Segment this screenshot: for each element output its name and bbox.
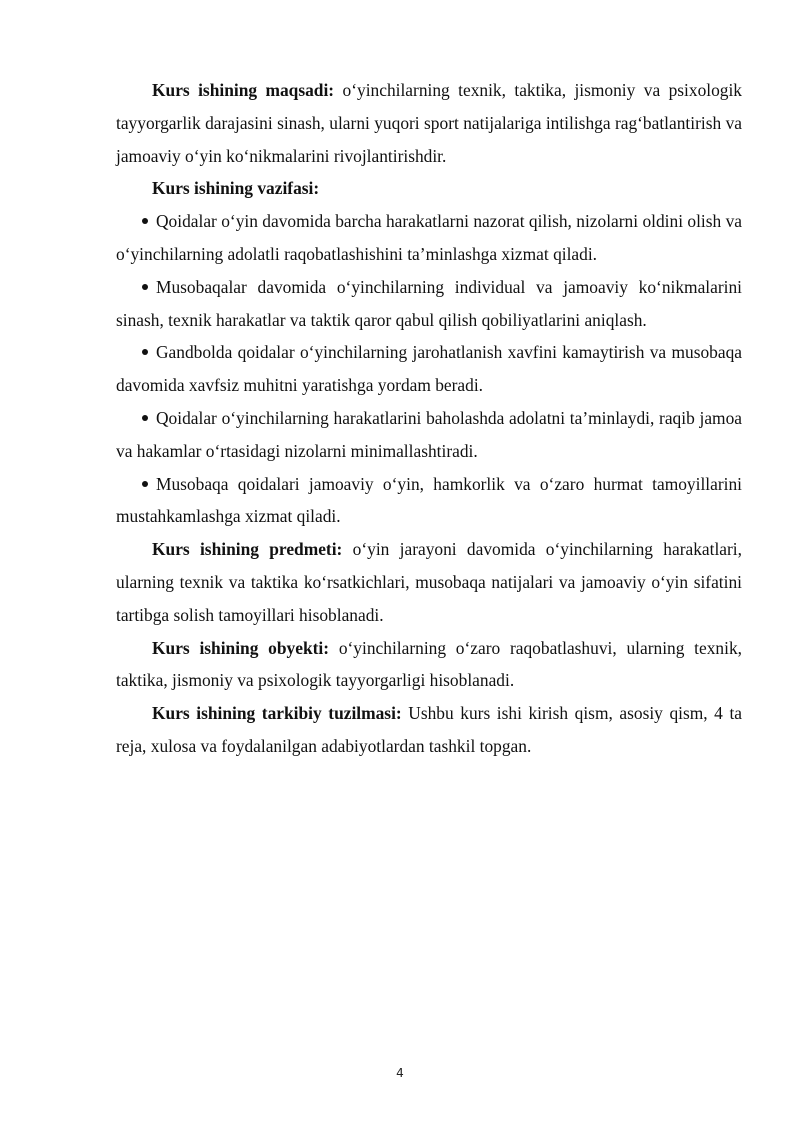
object-label: Kurs ishining obyekti: bbox=[152, 637, 330, 658]
subject-text: o‘yin jarayoni davomida o‘yinchilarning harakatlari, ularning texnik va taktika ko‘rsatkichlari, musobaqa natijalari va jamoaviy o‘yin sifatini tartibga solish tamoyillari hisoblanadi. bbox=[116, 539, 742, 625]
task-text: Qoidalar o‘yin davomida barcha harakatlarni nazorat qilish, nizolarni oldini olish va o‘yinchilarning adolatli raqobatlashishini ta’minlashga xizmat qiladi. bbox=[116, 211, 742, 264]
task-item-5 bbox=[116, 468, 742, 534]
purpose-text: o‘yinchilarning texnik, taktika, jismoniy va psixologik tayyorgarlik darajasini sinash, ularni yuqori sport natijalariga intilishga rag‘batlantirish va jamoaviy o‘yin ko‘nikmalarini rivojlantirishdir. bbox=[116, 80, 743, 166]
page-number: 4 bbox=[396, 1066, 404, 1080]
purpose-label: Kurs ishining maqsadi: bbox=[152, 80, 335, 100]
bullet-icon bbox=[142, 415, 148, 421]
task-text: Musobaqa qoidalari jamoaviy o‘yin, hamkorlik va o‘zaro hurmat tamoyillarini mustahkamlashga xizmat qiladi. bbox=[116, 473, 742, 527]
object-paragraph bbox=[116, 632, 742, 698]
subject-label: Kurs ishining predmeti: bbox=[152, 539, 343, 560]
task-item-4 bbox=[116, 402, 742, 468]
purpose-paragraph bbox=[116, 74, 742, 172]
task-text: Musobaqalar davomida o‘yinchilarning individual va jamoaviy ko‘nikmalarini sinash, texnik harakatlar va taktik qaror qabul qilish qobiliyatlarini aniqlash. bbox=[116, 276, 742, 330]
subject-paragraph bbox=[116, 533, 742, 631]
bullet-icon bbox=[142, 218, 148, 224]
task-item-2 bbox=[116, 271, 742, 337]
task-text: Gandbolda qoidalar o‘yinchilarning jarohatlanish xavfini kamaytirish va musobaqa davomida xavfsiz muhitni yaratishga yordam beradi. bbox=[116, 342, 742, 396]
task-item-3 bbox=[116, 336, 742, 402]
bullet-icon bbox=[142, 349, 148, 355]
bullet-icon bbox=[142, 481, 148, 487]
tasks-heading: Kurs ishining vazifasi: bbox=[152, 178, 320, 199]
structure-label: Kurs ishining tarkibiy tuzilmasi: bbox=[152, 703, 402, 724]
object-text: o‘yinchilarning o‘zaro raqobatlashuvi, ularning texnik, taktika, jismoniy va psixologik tayyorgarligi hisoblanadi. bbox=[116, 637, 742, 691]
bullet-icon bbox=[142, 284, 148, 290]
structure-paragraph bbox=[116, 697, 742, 763]
structure-text: Ushbu kurs ishi kirish qism, asosiy qism, 4 ta reja, xulosa va foydalanilgan adabiyotlardan tashkil topgan. bbox=[116, 703, 742, 756]
page-body bbox=[116, 74, 742, 763]
task-item-1 bbox=[116, 205, 742, 271]
task-text: Qoidalar o‘yinchilarning harakatlarini baholashda adolatni ta’minlaydi, raqib jamoa va hakamlar o‘rtasidagi nizolarni minimallashtiradi. bbox=[116, 407, 742, 461]
